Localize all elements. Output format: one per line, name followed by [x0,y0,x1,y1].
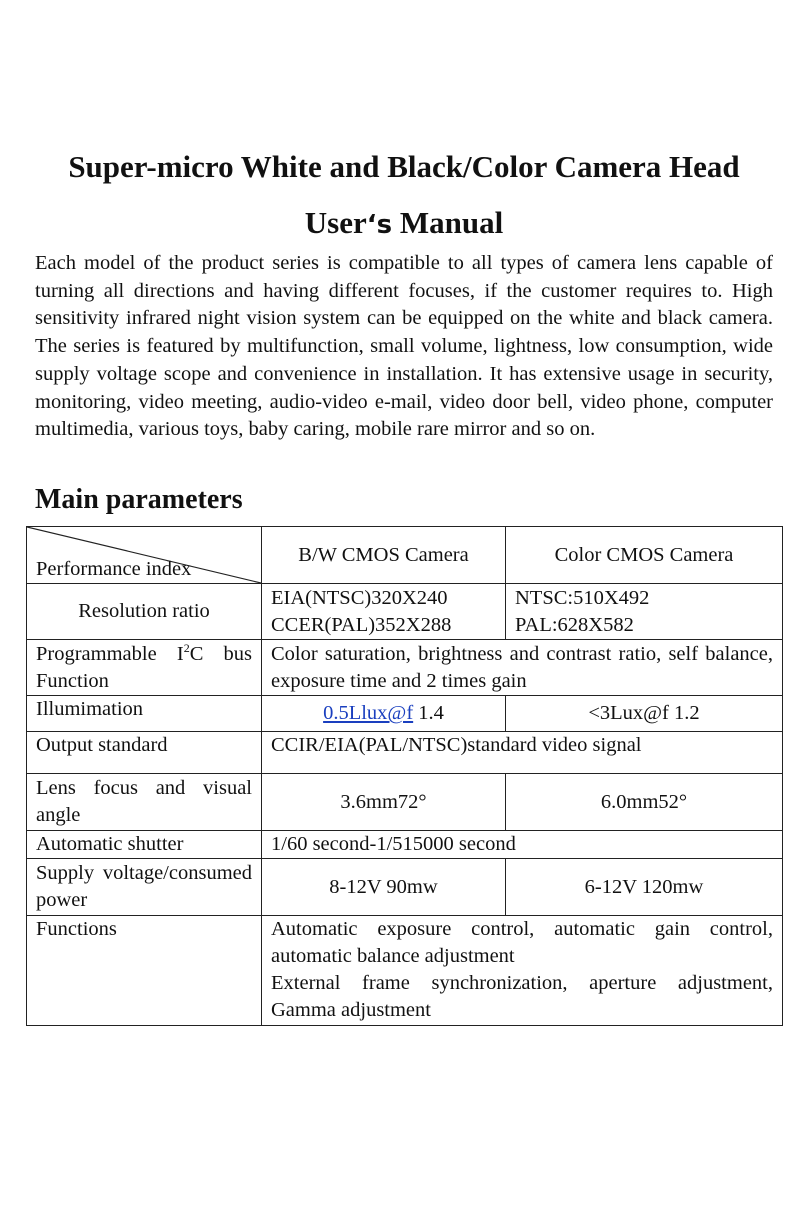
i2c-label-line2: Function [36,669,109,692]
resolution-bw-ntsc: EIA(NTSC)320X240 [271,586,448,609]
i2c-label-line1 [36,641,252,668]
functions-line1: Automatic exposure control, automatic gain control, automatic balance adjustment [271,918,773,967]
i2c-label-a: Programmable I [36,642,184,665]
header-diagonal-cell [27,527,262,584]
parameters-table [26,526,783,1026]
table-row [27,732,783,774]
resolution-color-ntsc: NTSC:510X492 [515,586,650,609]
row-label-functions: Functions [27,916,262,1026]
cell-supply-color: 6-12V 120mw [506,859,783,916]
row-label-supply: Supply voltage/consumed power [27,859,262,916]
subtitle-tail: Manual [392,205,504,240]
table-row [27,696,783,732]
row-label-shutter: Automatic shutter [27,831,262,859]
table-row [27,527,783,584]
illumination-link[interactable]: 0.5Llux@f [323,702,414,724]
row-label-output: Output standard [27,732,262,774]
column-header-color: Color CMOS Camera [506,527,783,584]
table-row [27,916,783,1026]
cell-resolution-bw [262,584,506,640]
resolution-bw-pal: CCER(PAL)352X288 [271,613,452,636]
subtitle-apostrophe: ‘s [366,210,393,240]
table-row [27,640,783,696]
table-row [27,584,783,640]
cell-illumination-bw [262,696,506,732]
table-row [27,774,783,831]
intro-paragraph: Each model of the product series is compatible to all types of camera lens capable of turning all directions and having different focuses, if the customer requires to. High sensitivity infrared night vision system can be equipped on the white and black camera. The series is featured by multifunction, small volume, lightness, low consumption, wide supply voltage scope and convenience in installation. It has extensive usage in security, monitoring, video meeting, audio-video e-mail, video door bell, video phone, computer multimedia, various toys, baby caring, mobile rare mirror and so on. [35,252,773,441]
cell-output-value: CCIR/EIA(PAL/NTSC)standard video signal [262,732,783,774]
cell-supply-bw: 8-12V 90mw [262,859,506,916]
cell-resolution-color [506,584,783,640]
column-header-bw: B/W CMOS Camera [262,527,506,584]
cell-shutter-value: 1/60 second-1/515000 second [262,831,783,859]
row-label-lens: Lens focus and visual angle [27,774,262,831]
subtitle-main: User [304,205,367,240]
i2c-label-b: C bus [189,642,253,665]
row-label-illumination: Illumimation [27,696,262,732]
cell-i2c-value: Color saturation, brightness and contrast ratio, self balance, exposure time and 2 times gain [262,640,783,696]
table-row [27,831,783,859]
document-title: Super-micro White and Black/Color Camera Head [68,149,740,184]
table-row [27,859,783,916]
functions-line2: External frame synchronization, aperture adjustment, Gamma adjustment [271,972,773,1021]
row-label-resolution: Resolution ratio [27,584,262,640]
section-heading: Main parameters [35,484,243,515]
i2c-label-sup: 2 [183,640,190,655]
illumination-bw-rest: 1.4 [413,702,444,724]
row-label-i2c [27,640,262,696]
cell-lens-color: 6.0mm52° [506,774,783,831]
cell-functions-value [262,916,783,1026]
cell-lens-bw: 3.6mm72° [262,774,506,831]
header-label: Performance index [36,558,192,580]
cell-illumination-color: <3Lux@f 1.2 [506,696,783,732]
document-subtitle [0,203,808,245]
resolution-color-pal: PAL:628X582 [515,613,634,636]
